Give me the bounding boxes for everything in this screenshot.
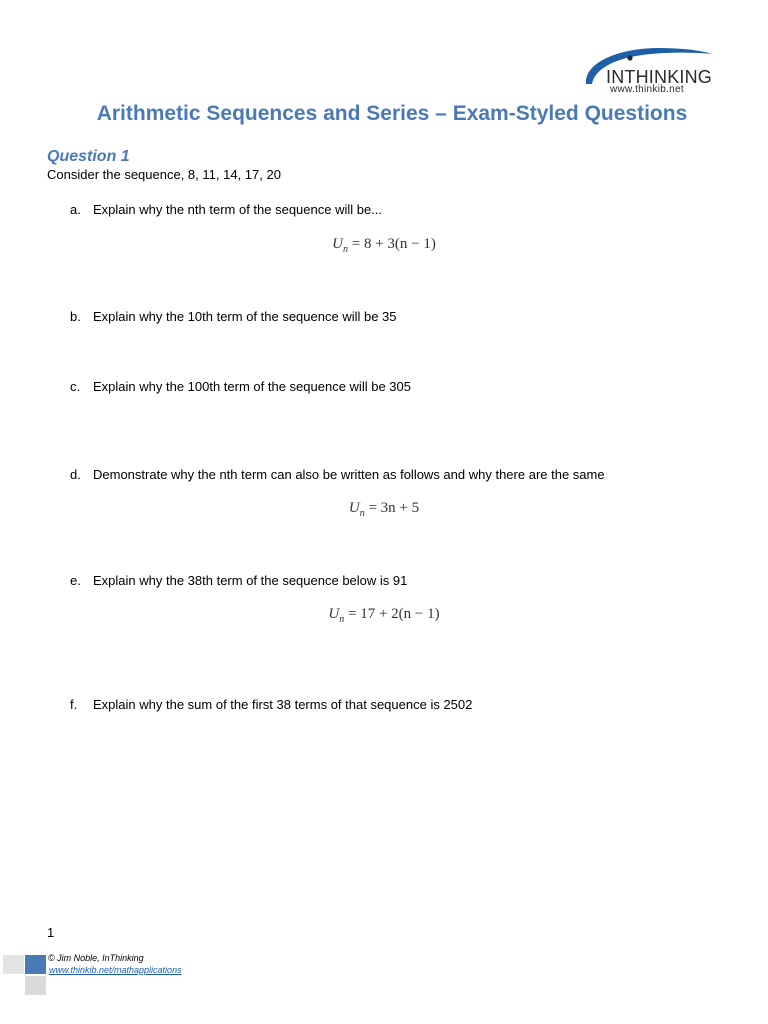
item-text: Explain why the 38th term of the sequence below is 91 xyxy=(93,573,408,588)
question-item-a xyxy=(70,202,382,217)
item-text: Explain why the 10th term of the sequence will be 35 xyxy=(93,309,397,324)
item-text: Explain why the nth term of the sequence will be... xyxy=(93,202,383,217)
inthinking-logo xyxy=(580,44,715,96)
item-label: f. xyxy=(70,697,78,712)
footer-square-blue xyxy=(25,955,46,974)
footer-square-gray xyxy=(3,955,24,974)
question-item-d xyxy=(70,467,605,482)
item-label: e. xyxy=(70,573,81,588)
question-item-c xyxy=(70,379,411,394)
logo-url: www.thinkib.net xyxy=(610,84,684,95)
page-number: 1 xyxy=(47,925,55,940)
question-item-e xyxy=(70,573,407,588)
item-text: Explain why the sum of the first 38 terms of that sequence is 2502 xyxy=(93,697,473,712)
item-label: a. xyxy=(70,202,81,217)
formula-d: $U_n = 3n + 5$ xyxy=(348,500,420,519)
formula-a: $U_n = 8 + 3(n - 1)$ xyxy=(332,236,436,255)
logo-wordmark: INTHINKING xyxy=(606,67,713,87)
item-text: Demonstrate why the nth term can also be written as follows and why there are the same xyxy=(93,467,605,482)
question-heading: Question 1 xyxy=(47,148,130,165)
footer-copyright: © Jim Noble, InThinking xyxy=(48,953,144,963)
formula-e: $U_n = 17 + 2(n - 1)$ xyxy=(328,606,440,625)
item-label: d. xyxy=(70,467,81,482)
item-label: c. xyxy=(70,379,81,394)
footer-square-light xyxy=(25,976,46,995)
item-text: Explain why the 100th term of the sequence will be 305 xyxy=(93,379,411,394)
question-item-f xyxy=(70,697,472,712)
item-label: b. xyxy=(70,309,81,324)
page-title: Arithmetic Sequences and Series – Exam-Styled Questions xyxy=(96,102,688,125)
footer-link[interactable]: www.thinkib.net/mathapplications xyxy=(49,965,182,975)
question-item-b xyxy=(70,309,397,324)
question-intro: Consider the sequence, 8, 11, 14, 17, 20 xyxy=(47,167,281,182)
